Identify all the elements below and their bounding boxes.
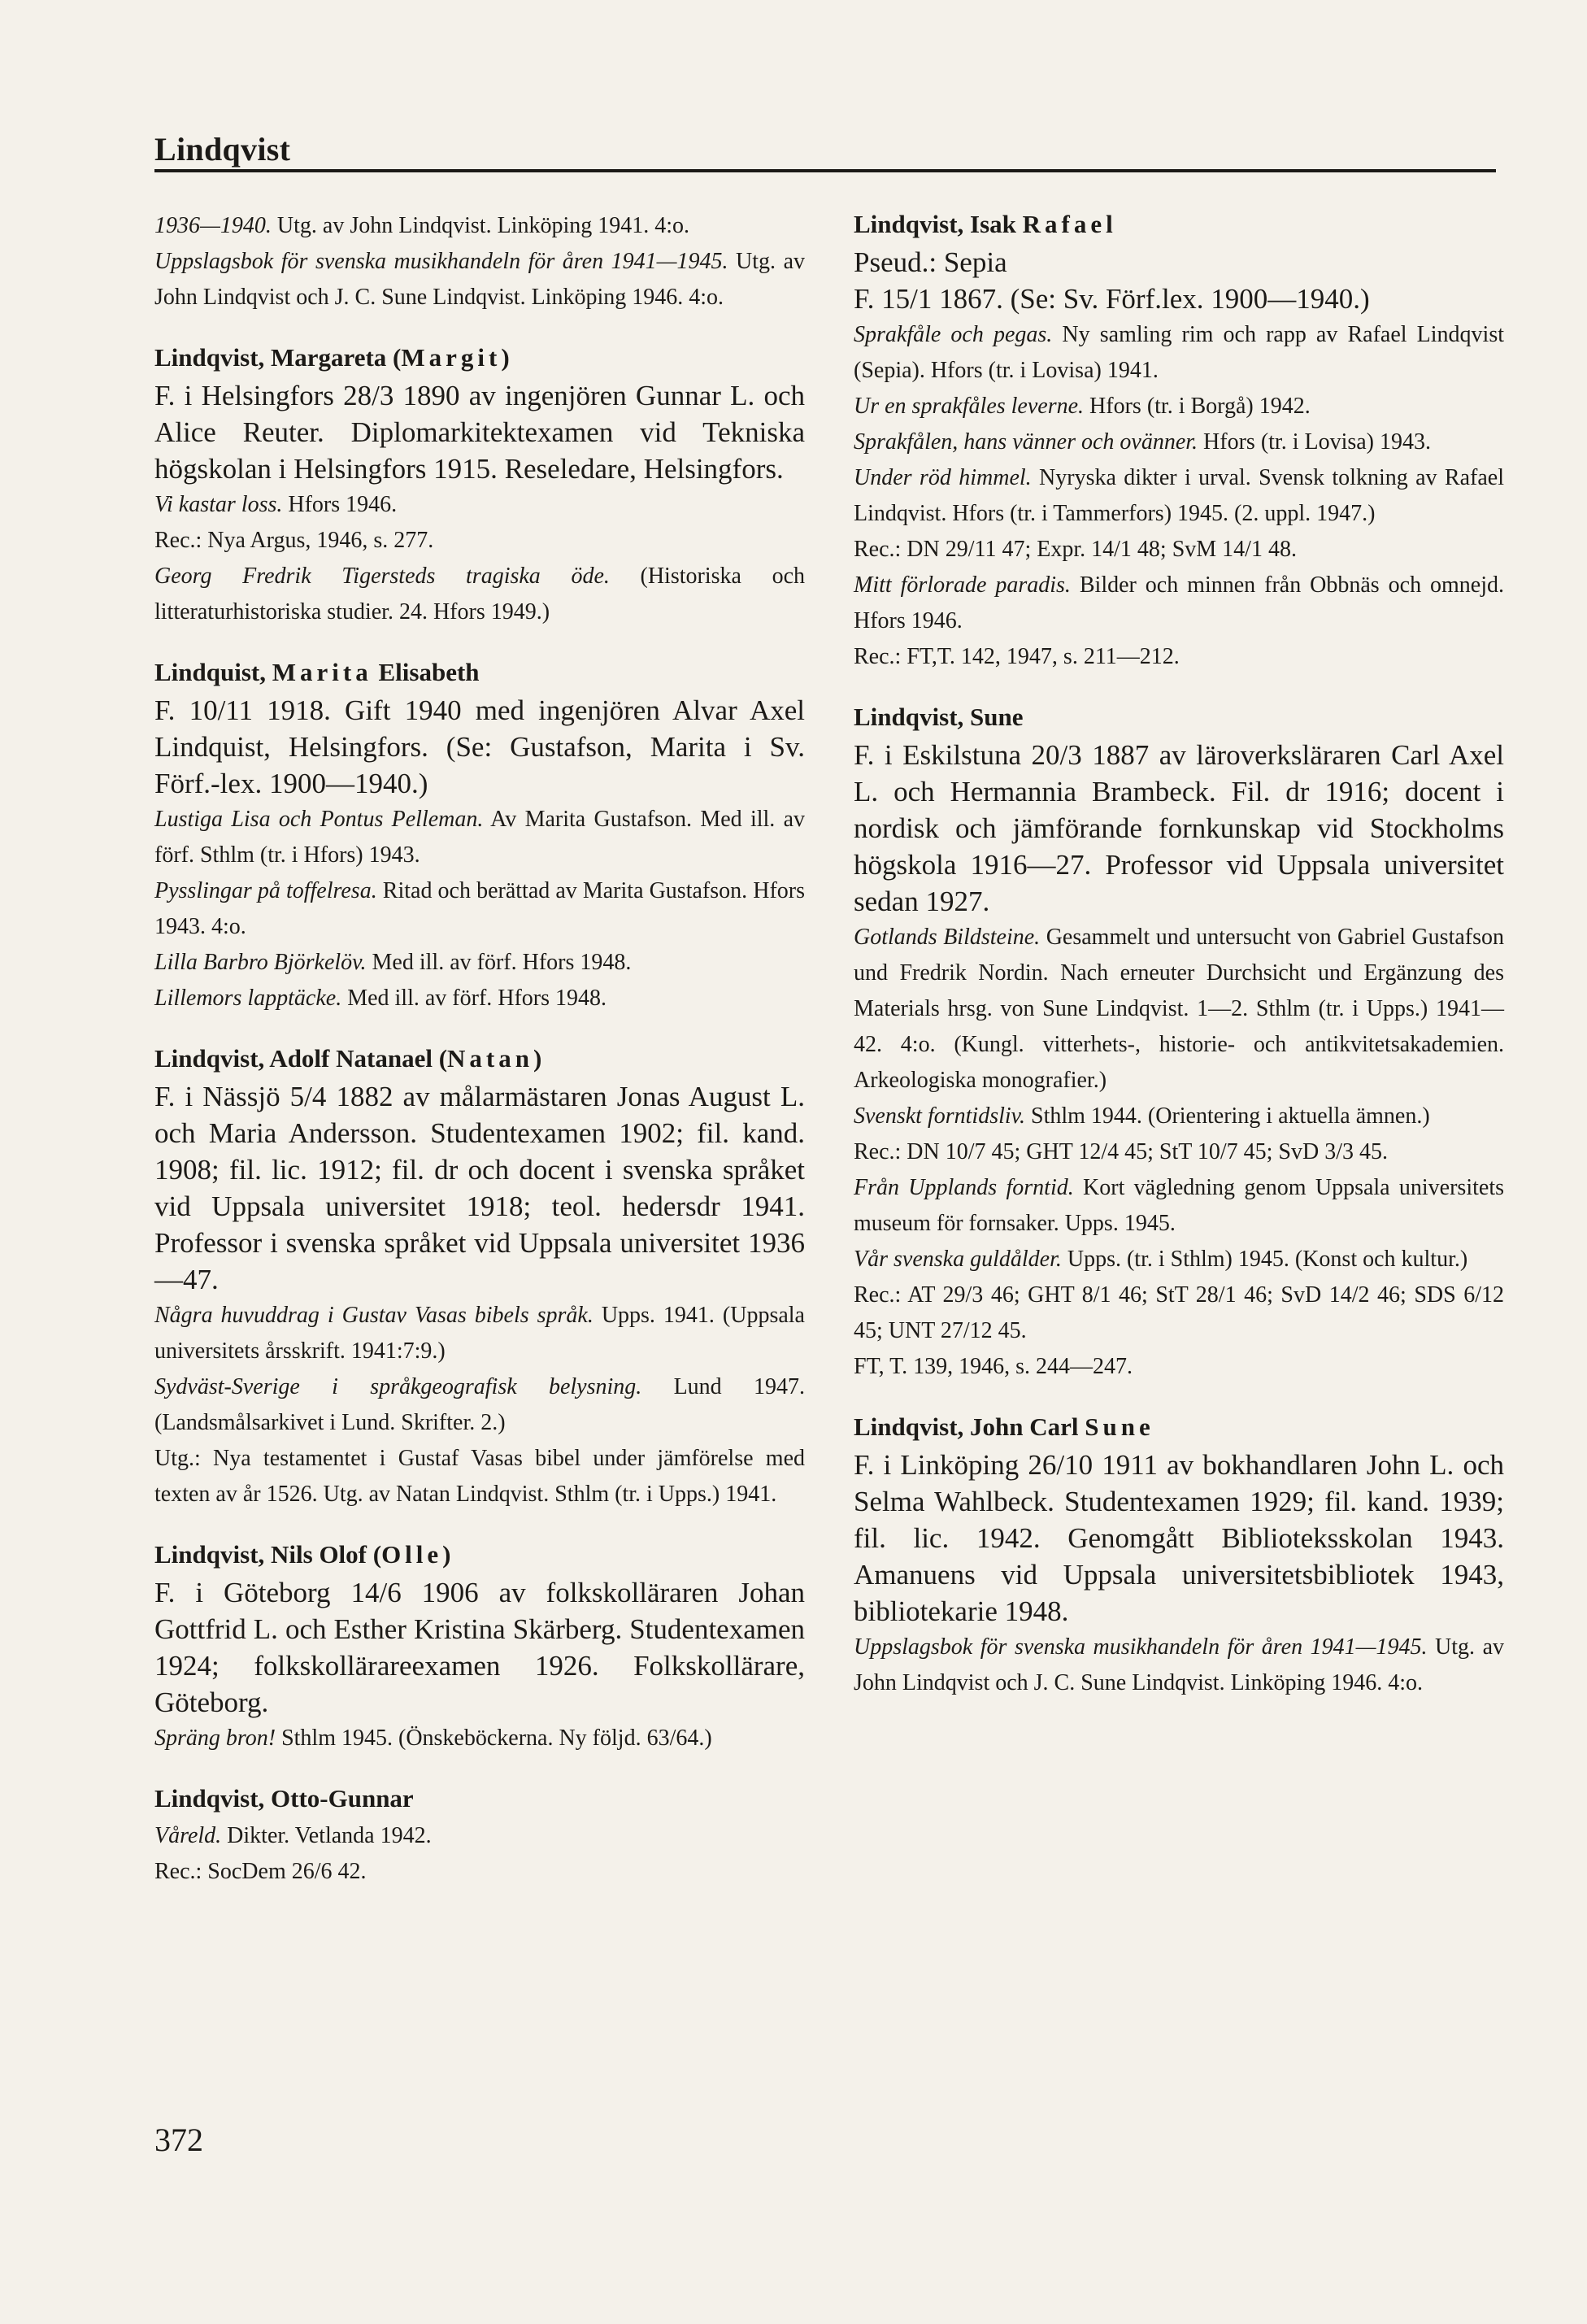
work-title: Svenskt forntidsliv. <box>854 1103 1025 1129</box>
entry <box>154 656 805 1016</box>
work-details: Bilder och minnen från Obbnäs och omnejd. Hfors 1946. <box>854 572 1505 633</box>
entry-name <box>154 342 805 374</box>
entry <box>854 1411 1504 1701</box>
entry-name-part: ) <box>442 1540 451 1569</box>
entry-name-part: Lindquist, <box>154 658 272 686</box>
work-title: Uppslagsbok för svenska musikhandeln för åren 1941—1945. <box>154 249 728 274</box>
entry-name-part: Margit <box>401 343 502 372</box>
work-details: Dikter. Vetlanda 1942. <box>221 1823 432 1848</box>
work-listing <box>854 1242 1504 1277</box>
entry <box>154 342 805 630</box>
work-title: Sprakfåle och pegas. <box>854 322 1053 347</box>
work-details: Sthlm 1944. (Orientering i aktuella ämnen.) <box>1025 1103 1430 1129</box>
work-details: Rec.: DN 29/11 47; Expr. 14/1 48; SvM 14/1 48. <box>854 537 1297 562</box>
page-number: 372 <box>154 2122 203 2158</box>
work-listing <box>854 1170 1504 1242</box>
work-details: Upps. 1941. (Uppsala universitets årsskrift. 1941:7:9.) <box>154 1303 805 1364</box>
work-details: Nyryska dikter i urval. Svensk tolkning av Rafael Lindqvist. Hfors (tr. i Tammerfors) 1945. (2. uppl. 1947.) <box>854 465 1504 526</box>
entry-name-part: Olle <box>381 1540 443 1569</box>
work-details: Upps. (tr. i Sthlm) 1945. (Konst och kultur.) <box>1061 1247 1468 1272</box>
work-details: Rec.: DN 10/7 45; GHT 12/4 45; StT 10/7 45; SvD 3/3 45. <box>854 1139 1388 1164</box>
running-head: Lindqvist <box>154 131 291 168</box>
entry <box>154 1042 805 1512</box>
work-details: Rec.: SocDem 26/6 42. <box>154 1859 367 1884</box>
work-listing <box>154 981 805 1016</box>
work-title: Spräng bron! <box>154 1726 276 1751</box>
entry-name <box>154 656 805 689</box>
work-title: Ur en sprakfåles leverne. <box>854 394 1085 419</box>
work-details: Sthlm 1945. (Önskeböckerna. Ny följd. 63/64.) <box>276 1726 712 1751</box>
work-title: Under röd himmel. <box>854 465 1032 490</box>
entry-name-part: Lindqvist, Sune <box>854 703 1024 731</box>
entry-biography: F. i Linköping 26/10 1911 av bokhandlaren John L. och Selma Wahlbeck. Studentexamen 1929; fil. kand. 1939; fil. lic. 1942. Genomgått Biblioteksskolan 1943. Amanuens vid Uppsala universitetsbibliotek 1943, bibliotekarie 1948. <box>854 1449 1504 1627</box>
entry-name-part: Natan <box>447 1044 533 1073</box>
entry-name <box>154 1782 805 1815</box>
right-column <box>854 208 1504 1727</box>
work-title: Lillemors lapptäcke. <box>154 986 342 1011</box>
entry-name <box>154 1538 805 1571</box>
entry-name-part: Sune <box>1085 1412 1154 1441</box>
work-details: Med ill. av förf. Hfors 1948. <box>366 950 632 975</box>
work-details: Ritad och berättad av Marita Gustafson. Hfors 1943. 4:o. <box>154 878 805 939</box>
work-title: Lustiga Lisa och Pontus Pelleman. <box>154 807 484 832</box>
work-listing <box>154 208 805 244</box>
work-listing <box>154 487 805 523</box>
review-note <box>854 1349 1504 1385</box>
review-note <box>854 1277 1504 1349</box>
work-title: 1936—1940. <box>154 213 272 238</box>
entry-name-part: Rafael <box>1022 210 1117 238</box>
entry-biography: F. i Nässjö 5/4 1882 av målarmästaren Jonas August L. och Maria Andersson. Studentexamen 1902; fil. kand. 1908; fil. lic. 1912; fil. dr och docent i svenska språket vid Uppsala universitet 1918; teol. hedersdr 1941. Professor i svenska språket vid Uppsala universitet 1936—47. <box>154 1081 805 1295</box>
entry-name-part: Lindqvist, John Carl <box>854 1412 1085 1441</box>
work-title: Pysslingar på toffelresa. <box>154 878 377 903</box>
entry-biography: F. i Eskilstuna 20/3 1887 av läroverksläraren Carl Axel L. och Hermannia Brambeck. Fil. dr 1916; docent i nordisk och jämförande fornkunskap vid Stockholms högskola 1916—27. Professor vid Uppsala universitet sedan 1927. <box>854 739 1504 917</box>
work-details: Med ill. av förf. Hfors 1948. <box>341 986 607 1011</box>
entry <box>854 701 1504 1385</box>
work-listing <box>154 1818 805 1854</box>
entry-biography: F. i Göteborg 14/6 1906 av folkskolläraren Johan Gottfrid L. och Esther Kristina Skärberg. Studentexamen 1924; folkskollärareexamen 1926. Folkskollärare, Göteborg. <box>154 1577 805 1718</box>
review-note <box>854 532 1504 568</box>
entry-name-part: Marita <box>272 658 372 686</box>
work-title: Från Upplands forntid. <box>854 1175 1074 1200</box>
entry-name <box>154 1042 805 1075</box>
left-column <box>154 208 805 1916</box>
entry-name-part: Lindqvist, Isak <box>854 210 1023 238</box>
work-title: Uppslagsbok för svenska musikhandeln för åren 1941—1945. <box>854 1634 1428 1660</box>
work-title: Mitt förlorade paradis. <box>854 572 1071 598</box>
entry-name-part: ) <box>501 343 510 372</box>
work-title: Gotlands Bildsteine. <box>854 925 1041 950</box>
work-details: Utg. av John Lindqvist och J. C. Sune Lindqvist. Linköping 1946. 4:o. <box>154 249 805 310</box>
work-details: Kort vägledning genom Uppsala universitets museum för fornsaker. Upps. 1945. <box>854 1175 1504 1236</box>
review-note <box>154 1854 805 1890</box>
work-details: Hfors 1946. <box>282 492 398 517</box>
work-listing <box>154 1298 805 1369</box>
work-details: Utg. av John Lindqvist. Linköping 1941. 4:o. <box>271 213 690 238</box>
entry <box>154 1782 805 1890</box>
work-details: Hfors (tr. i Borgå) 1942. <box>1084 394 1311 419</box>
review-note <box>854 639 1504 675</box>
work-details: FT, T. 139, 1946, s. 244—247. <box>854 1354 1133 1379</box>
work-listing <box>854 460 1504 532</box>
entry-name <box>854 208 1504 241</box>
entry-name-part: Lindqvist, Nils Olof ( <box>154 1540 382 1569</box>
entry-name-part: Lindqvist, Margareta ( <box>154 343 402 372</box>
work-title: Några huvuddrag i Gustav Vasas bibels språk. <box>154 1303 593 1328</box>
work-title: Lilla Barbro Björkelöv. <box>154 950 367 975</box>
review-note <box>154 523 805 559</box>
work-details: Utg. av John Lindqvist och J. C. Sune Lindqvist. Linköping 1946. 4:o. <box>854 1634 1504 1695</box>
work-listing <box>854 920 1504 1099</box>
work-title: Sprakfålen, hans vänner och ovänner. <box>854 429 1198 455</box>
work-details: Rec.: AT 29/3 46; GHT 8/1 46; StT 28/1 46; SvD 14/2 46; SDS 6/12 45; UNT 27/12 45. <box>854 1282 1504 1343</box>
work-details: Hfors (tr. i Lovisa) 1943. <box>1198 429 1432 455</box>
review-note <box>854 1134 1504 1170</box>
work-listing <box>854 568 1504 639</box>
header-rule <box>154 169 1496 172</box>
entry <box>854 208 1504 675</box>
work-title: Vi kastar loss. <box>154 492 283 517</box>
work-details: Gesammelt und untersucht von Gabriel Gustafson und Fredrik Nordin. Nach erneuter Durchsicht und Ergänzung des Materials hrsg. von Sune Lindqvist. 1—2. Sthlm (tr. i Upps.) 1941—42. 4:o. (Kungl. vitterhets-, historie- och antikvitetsakademien. Arkeologiska monografier.) <box>854 925 1505 1093</box>
work-listing <box>154 873 805 945</box>
work-details: Av Marita Gustafson. Med ill. av förf. Sthlm (tr. i Hfors) 1943. <box>154 807 805 868</box>
work-details: Rec.: FT,T. 142, 1947, s. 211—212. <box>854 644 1180 669</box>
work-details: Rec.: Nya Argus, 1946, s. 277. <box>154 528 434 553</box>
entry <box>154 1538 805 1756</box>
work-listing <box>154 1369 805 1441</box>
work-listing <box>854 1630 1504 1701</box>
entry-name <box>854 701 1504 733</box>
work-title: Georg Fredrik Tigersteds tragiska öde. <box>154 564 610 589</box>
entry-biography: F. i Helsingfors 28/3 1890 av ingenjören Gunnar L. och Alice Reuter. Diplomarkitektexamen vid Tekniska högskolan i Helsingfors 1915. Reseledare, Helsingfors. <box>154 380 805 485</box>
work-title: Vår svenska guldålder. <box>854 1247 1062 1272</box>
work-details: Lund 1947. (Landsmålsarkivet i Lund. Skrifter. 2.) <box>154 1374 805 1435</box>
review-note <box>154 1441 805 1512</box>
work-listing <box>154 244 805 316</box>
work-details: Utg.: Nya testamentet i Gustaf Vasas bibel under jämförelse med texten av år 1526. Utg. av Natan Lindqvist. Sthlm (tr. i Upps.) 1941. <box>154 1446 805 1507</box>
work-details: Ny samling rim och rapp av Rafael Lindqvist (Sepia). Hfors (tr. i Lovisa) 1941. <box>854 322 1504 383</box>
work-listing <box>854 424 1504 460</box>
work-listing <box>854 389 1504 424</box>
work-title: Sydväst-Sverige i språkgeografisk belysning. <box>154 1374 642 1399</box>
work-listing <box>854 1099 1504 1134</box>
entry <box>154 208 805 316</box>
work-listing <box>154 802 805 873</box>
entry-biography: F. 10/11 1918. Gift 1940 med ingenjören Alvar Axel Lindquist, Helsingfors. (Se: Gustafson, Marita i Sv. Förf.-lex. 1900—1940.) <box>154 694 805 799</box>
work-details: (Historiska och litteraturhistoriska studier. 24. Hfors 1949.) <box>154 564 805 625</box>
entry-biography: Pseud.: Sepia F. 15/1 1867. (Se: Sv. Förf.lex. 1900—1940.) <box>854 246 1370 315</box>
work-listing <box>154 559 805 630</box>
entry-name-part: Lindqvist, Otto-Gunnar <box>154 1784 414 1813</box>
work-listing <box>854 317 1504 389</box>
work-title: Våreld. <box>154 1823 222 1848</box>
entry-name-part: Elisabeth <box>372 658 480 686</box>
entry-name <box>854 1411 1504 1443</box>
work-listing <box>154 945 805 981</box>
entry-name-part: Lindqvist, Adolf Natanael ( <box>154 1044 448 1073</box>
work-listing <box>154 1721 805 1756</box>
entry-name-part: ) <box>533 1044 542 1073</box>
